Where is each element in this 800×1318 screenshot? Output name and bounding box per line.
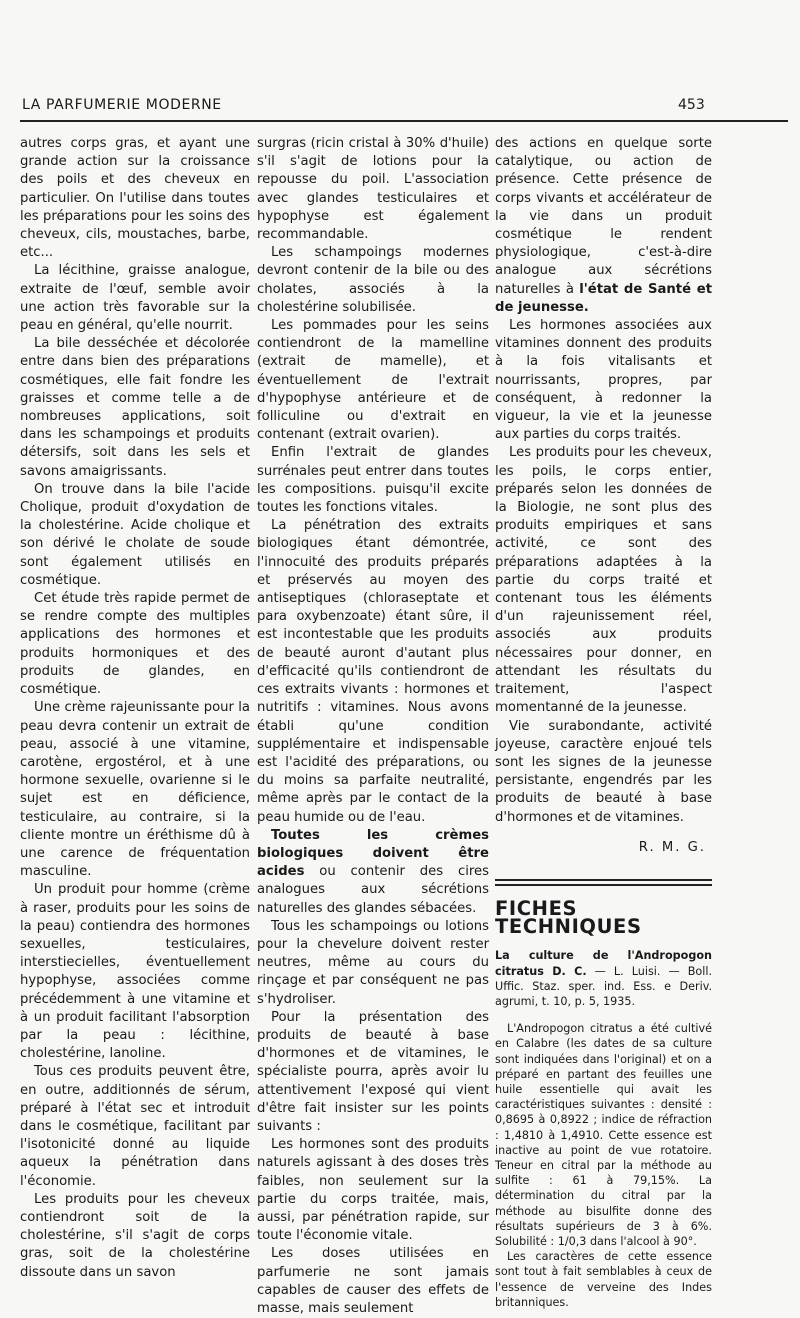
paragraph: Les hormones associées aux vitamines donnent des produits à la fois vitalisants et nourrissants, propres, par conséquent, à redonner la vigueur, la vie et la jeunesse aux parties du corps traités. — [495, 318, 712, 443]
bold-phrase: l'état de Santé et de jeunesse. — [495, 281, 712, 315]
column-2 — [257, 135, 489, 1318]
paragraph — [495, 135, 712, 317]
paragraph: Les caractères de cette essence sont tout à fait semblables à ceux de l'essence de verveine des Indes britanniques. — [495, 1250, 712, 1309]
spacer — [495, 857, 712, 879]
paragraph: Tous ces produits peuvent être, en outre, additionnés de sérum, préparé à l'état sec et introduit dans le cosmétique, facilitant par l'isotonicité donné au liquide aqueux la pénétration dans l'économie. — [20, 1064, 250, 1189]
paragraph: Un produit pour homme (crème à raser, produits pour les soins de la peau) contiendra des hormones sexuelles, testiculaires, interstiecielles, éventuellement hypophyse, associées comme précédemment à une vitamine et à un produit facilitant l'absorption par la peau : lécithine, cholestérine, lanoline. — [20, 882, 250, 1062]
paragraph: Vie surabondante, activité joyeuse, caractère enjoué tels sont les signes de la jeunesse persistante, engendrés par les produits de beauté à base d'hormones et de vitamines. — [495, 718, 712, 825]
paragraph-acid-rule — [257, 827, 489, 918]
column-3 — [495, 135, 712, 1310]
paragraph: La pénétration des extraits biologiques étant démontrée, l'innocuité des produits préparés et préservés au moyen des antiseptiques (chloraseptate et para oxybenzoate) étant sûre, il est incontestable que les produits de beauté auront d'autant plus d'efficacité qu'ils contiendront de ces extraits vivants : hormones et nutritifs : vitamines. Nous avons établi qu'une condition supplémentaire et indispensable est l'acidité des préparations, ou du moins sa parfaite neutralité, même après par le contact de la peau humide ou de l'eau. — [257, 518, 489, 825]
reference-title: La culture de l'Andropogon citratus D. C. — [495, 949, 712, 978]
paragraph-tail: ou contenir des cires analogues aux sécrétions naturelles des glandes sébacées. — [257, 864, 489, 916]
paragraph: Tous les schampoings ou lotions pour la chevelure doivent rester neutres, même au cours du rinçage et par conséquent ne pas s'hydroliser. — [257, 918, 489, 1007]
paragraph: Cet étude très rapide permet de se rendre compte des multiples applications des hormones et produits hormoniques et des produits de glandes, en cosmétique. — [20, 591, 250, 698]
fiches-techniques — [495, 948, 712, 1310]
paragraph: Les produits pour les cheveux contiendront soit de la cholestérine, s'il s'agit de corps gras, soit de la cholestérine dissoute dans un savon — [20, 1191, 250, 1280]
paragraph: autres corps gras, et ayant une grande action sur la croissance des poils et des cheveux en particulier. On l'utilise dans toutes les préparations pour les soins des cheveux, cils, moustaches, barbe, etc... — [20, 136, 250, 261]
running-title: LA PARFUMERIE MODERNE — [22, 97, 222, 113]
double-rule — [495, 879, 712, 886]
column-1 — [20, 135, 250, 1282]
bold-statement: Toutes les crèmes biologiques doivent être acides — [257, 827, 489, 880]
paragraph: Enfin l'extrait de glandes surrénales peut entrer dans toutes les compositions. puisqu'il excite toutes les fonctions vitales. — [257, 445, 489, 516]
author-signature: R. M. G. — [638, 839, 706, 855]
paragraph: Les schampoings modernes devront contenir de la bile ou des cholates, associés à la cholestérine solubilisée. — [257, 245, 489, 315]
paragraph: La lécithine, graisse analogue, extraite de l'œuf, semble avoir une action très favorable sur la peau en général, qu'elle nourrit. — [20, 263, 250, 334]
paragraph: On trouve dans la bile l'acide Cholique, produit d'oxydation de la cholestérine. Acide cholique et son dérivé le cholate de soude sont également utilisés en cosmétique. — [20, 481, 250, 588]
section-title: FICHES TECHNIQUES — [495, 896, 642, 939]
paragraph: Les doses utilisées en parfumerie ne sont jamais capables de causer des effets de masse, mais seulement — [257, 1246, 489, 1316]
paragraph: L'Andropogon citratus a été cultivé en Calabre (les dates de sa culture sont indiquées dans l'original) et on a préparé en partant des feuilles une huile essentielle qui avait les caractéristiques suivantes : densité : 0,8695 à 0,8922 ; indice de réfraction : 1,4810 à 1,4910. Cette essence est inactive au point de vue rotatoire. Teneur en citral par la méthode au sulfite : 61 à 79,15%. La détermination du citral par la méthode au bisulfite donne des résultats supérieurs de 3 à 6%. Solubilité : 1/0,3 dans l'alcool à 90°. — [495, 1022, 712, 1248]
paragraph: Pour la présentation des produits de beauté à base d'hormones et de vitamines, le spécialiste pourra, après avoir lu attentivement l'exposé qui vient d'être fait insister sur les points suivants : — [257, 1009, 489, 1134]
paragraph: Une crème rajeunissante pour la peau devra contenir un extrait de peau, associé à une vitamine, carotène, ergostérol, et à une hormone sexuelle, ovarienne si le sujet est en déficience, testiculaire, au contraire, si la cliente montre un éréthisme dû à une carence de fréquentation masculine. — [20, 700, 250, 880]
header-rule — [20, 120, 788, 122]
page-number: 453 — [678, 97, 705, 113]
bibliographic-reference — [495, 948, 712, 1009]
paragraph: La bile desséchée et décolorée entre dans bien des préparations cosmétiques, elle fait fondre les graisses et comme telle a de nombreuses applications, soit dans les schampoings et produits détersifs, soit dans les sels et savons amaigrissants. — [20, 336, 250, 479]
reference-details: — L. Luisi. — Boll. Uffic. Staz. sper. ind. Ess. e Deriv. agrumi, t. 10, p. 5, 1935. — [495, 964, 712, 1008]
paragraph: Les hormones sont des produits naturels agissant à des doses très faibles, non seulement sur la partie du corps traitée, mais, aussi, par pénétration rapide, sur toute l'économie vitale. — [257, 1137, 489, 1244]
paragraph: Les produits pour les cheveux, les poils, le corps entier, préparés selon les données de la Biologie, ne sont plus des produits empiriques et sans activité, ce sont des préparations adaptées à la partie du corps traité et contenant tous les éléments d'un rajeunissement réel, associés aux produits nécessaires pour donner, en attendant les résultats du traitement, l'aspect momentanné de la jeunesse. — [495, 445, 712, 716]
paragraph: Les pommades pour les seins contiendront de la mamelline (extrait de mamelle), et éventuellement de l'extrait d'hypophyse antérieure et de folliculine ou d'extrait en contenant (extrait ovarien). — [257, 318, 489, 443]
paragraph-start: des actions en quelque sorte catalytique, ou action de présence. Cette présence de corps vivants et accélérateur de la vie dans un produit cosmétique le rendent physiologique, c'est-à-dire analogue aux sécrétions naturelles à — [495, 136, 712, 297]
paragraph: surgras (ricin cristal à 30% d'huile) s'il s'agit de lotions pour la repousse du poil. L'association avec glandes testiculaires et hypophyse est également recommandable. — [257, 136, 489, 243]
